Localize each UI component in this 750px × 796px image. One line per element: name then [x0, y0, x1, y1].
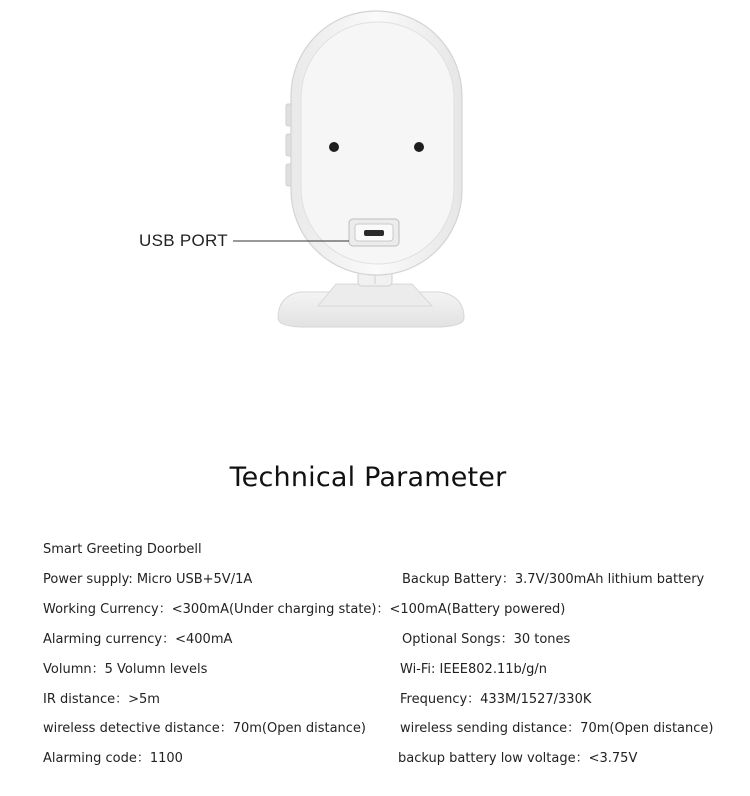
param-ir-distance: IR distance：>5m: [43, 692, 160, 707]
param-detective-distance: wireless detective distance：70m(Open distance): [43, 721, 366, 736]
product-name: Smart Greeting Doorbell: [43, 542, 202, 557]
param-volume: Volumn：5 Volumn levels: [43, 662, 208, 677]
param-power-supply: Power supply: Micro USB+5V/1A: [43, 572, 253, 587]
param-optional-songs: Optional Songs：30 tones: [402, 632, 571, 647]
param-frequency: Frequency：433M/1527/330K: [400, 692, 592, 707]
param-low-voltage: backup battery low voltage：<3.75V: [398, 751, 638, 766]
page-title: Technical Parameter: [229, 462, 507, 493]
param-working-currency: Working Currency：<300mA(Under charging state)：<100mA(Battery powered): [43, 602, 566, 617]
param-alarming-currency: Alarming currency：<400mA: [43, 632, 233, 647]
usb-port-label: USB PORT: [139, 231, 228, 250]
param-alarming-code: Alarming code：1100: [43, 751, 183, 766]
param-sending-distance: wireless sending distance：70m(Open distance): [400, 721, 714, 736]
param-wifi: Wi-Fi: IEEE802.11b/g/n: [400, 662, 547, 677]
param-backup-battery: Backup Battery：3.7V/300mAh lithium battery: [402, 572, 705, 587]
